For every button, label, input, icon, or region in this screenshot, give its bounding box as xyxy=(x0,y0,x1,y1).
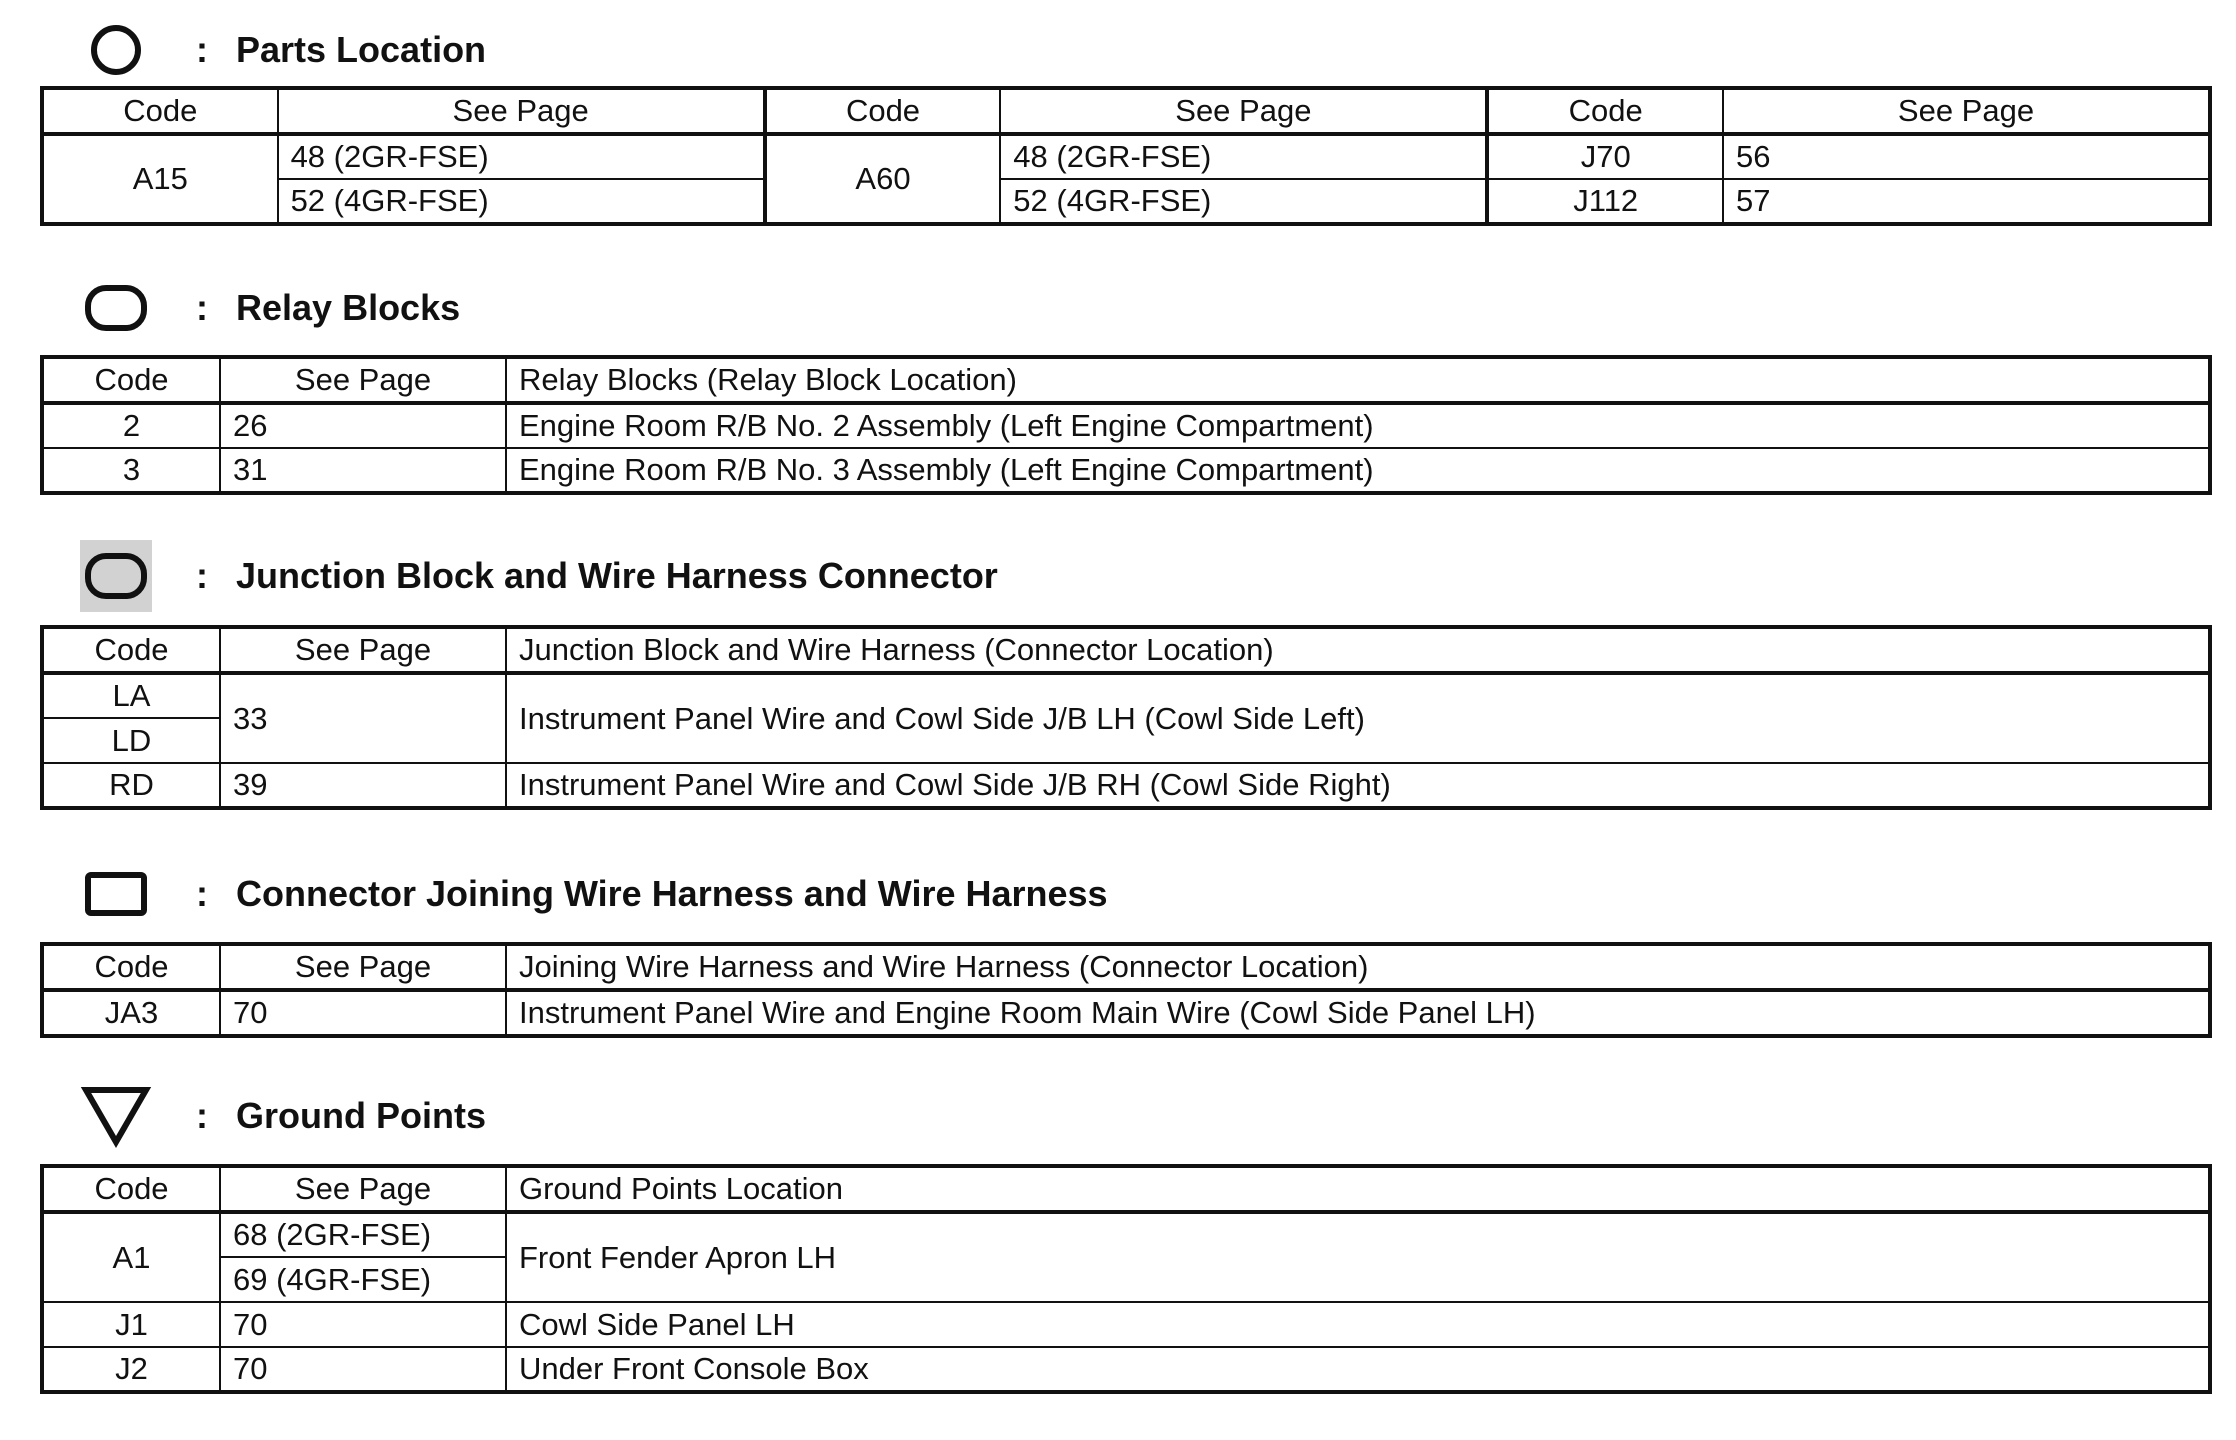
see-page-cell: 39 xyxy=(220,763,506,808)
relay-blocks-header xyxy=(0,272,1300,344)
see-page-cell: 70 xyxy=(220,1347,506,1392)
column-header-code: Code xyxy=(42,88,278,134)
table-row xyxy=(42,673,2210,718)
junction-block-table xyxy=(40,625,2212,810)
code-cell: 3 xyxy=(42,448,220,493)
code-cell: J112 xyxy=(1487,179,1723,224)
description-cell: Front Fender Apron LH xyxy=(506,1212,2210,1302)
column-header-see-page: See Page xyxy=(220,627,506,673)
column-header-see-page: See Page xyxy=(220,1166,506,1212)
section-title: Ground Points xyxy=(236,1095,486,1136)
code-cell: J2 xyxy=(42,1347,220,1392)
table-row xyxy=(42,1212,2210,1257)
description-cell: Instrument Panel Wire and Engine Room Main Wire (Cowl Side Panel LH) xyxy=(506,990,2210,1036)
see-page-cell: 52 (4GR-FSE) xyxy=(278,179,765,224)
relay-blocks-table xyxy=(40,355,2212,495)
section-title: Relay Blocks xyxy=(236,287,461,328)
section-colon: : xyxy=(196,1095,208,1136)
section-title: Junction Block and Wire Harness Connector xyxy=(236,555,998,596)
parts-location-table xyxy=(40,86,2212,226)
column-header-code: Code xyxy=(42,1166,220,1212)
column-header-code: Code xyxy=(42,944,220,990)
see-page-cell: 70 xyxy=(220,990,506,1036)
column-header-description: Ground Points Location xyxy=(506,1166,2210,1212)
description-cell: Engine Room R/B No. 3 Assembly (Left Engine Compartment) xyxy=(506,448,2210,493)
description-cell: Cowl Side Panel LH xyxy=(506,1302,2210,1347)
section-title: Parts Location xyxy=(236,29,487,70)
rectangle-icon xyxy=(80,858,152,930)
table-header-row xyxy=(42,944,2210,990)
table-header-row xyxy=(42,88,2210,134)
see-page-cell: 68 (2GR-FSE) xyxy=(220,1212,506,1257)
table-row xyxy=(42,179,2210,224)
description-cell: Instrument Panel Wire and Cowl Side J/B RH (Cowl Side Right) xyxy=(506,763,2210,808)
see-page-cell: 48 (2GR-FSE) xyxy=(278,134,765,179)
see-page-cell: 48 (2GR-FSE) xyxy=(1000,134,1487,179)
column-header-code: Code xyxy=(42,627,220,673)
description-cell: Under Front Console Box xyxy=(506,1347,2210,1392)
table-header-row xyxy=(42,357,2210,403)
junction-block-header xyxy=(0,540,1300,612)
column-header-see-page: See Page xyxy=(1000,88,1487,134)
code-cell: A15 xyxy=(42,134,278,224)
section-colon: : xyxy=(196,287,208,328)
column-header-description: Joining Wire Harness and Wire Harness (Connector Location) xyxy=(506,944,2210,990)
connector-joining-header xyxy=(0,858,1300,930)
column-header-code: Code xyxy=(42,357,220,403)
table-row xyxy=(42,1302,2210,1347)
column-header-see-page: See Page xyxy=(1723,88,2210,134)
rounded-rect-icon xyxy=(80,272,152,344)
see-page-cell: 31 xyxy=(220,448,506,493)
see-page-cell: 26 xyxy=(220,403,506,448)
code-cell: RD xyxy=(42,763,220,808)
column-header-see-page: See Page xyxy=(278,88,765,134)
ground-points-header xyxy=(0,1080,1300,1152)
code-cell: A60 xyxy=(765,134,1001,224)
code-cell: JA3 xyxy=(42,990,220,1036)
see-page-cell: 56 xyxy=(1723,134,2210,179)
description-cell: Instrument Panel Wire and Cowl Side J/B LH (Cowl Side Left) xyxy=(506,673,2210,763)
column-header-description: Relay Blocks (Relay Block Location) xyxy=(506,357,2210,403)
ground-points-table xyxy=(40,1164,2212,1394)
see-page-cell: 70 xyxy=(220,1302,506,1347)
code-cell: 2 xyxy=(42,403,220,448)
see-page-cell: 57 xyxy=(1723,179,2210,224)
table-row xyxy=(42,403,2210,448)
table-header-row xyxy=(42,627,2210,673)
code-cell: J1 xyxy=(42,1302,220,1347)
see-page-cell: 52 (4GR-FSE) xyxy=(1000,179,1487,224)
code-cell: A1 xyxy=(42,1212,220,1302)
table-header-row xyxy=(42,1166,2210,1212)
triangle-down-icon xyxy=(80,1080,152,1152)
connector-joining-table xyxy=(40,942,2212,1038)
column-header-see-page: See Page xyxy=(220,357,506,403)
column-header-see-page: See Page xyxy=(220,944,506,990)
parts-location-header xyxy=(0,14,1300,86)
table-row xyxy=(42,763,2210,808)
table-row xyxy=(42,1347,2210,1392)
code-cell: LA xyxy=(42,673,220,718)
see-page-cell: 69 (4GR-FSE) xyxy=(220,1257,506,1302)
column-header-code: Code xyxy=(1487,88,1723,134)
section-colon: : xyxy=(196,873,208,914)
section-colon: : xyxy=(196,555,208,596)
section-title: Connector Joining Wire Harness and Wire Harness xyxy=(236,873,1108,914)
code-cell: J70 xyxy=(1487,134,1723,179)
see-page-cell: 33 xyxy=(220,673,506,763)
table-row xyxy=(42,448,2210,493)
table-row xyxy=(42,134,2210,179)
section-colon: : xyxy=(196,29,208,70)
code-cell: LD xyxy=(42,718,220,763)
column-header-description: Junction Block and Wire Harness (Connector Location) xyxy=(506,627,2210,673)
table-row xyxy=(42,990,2210,1036)
column-header-code: Code xyxy=(765,88,1001,134)
circle-icon xyxy=(80,14,152,86)
shaded-rounded-rect-icon xyxy=(80,540,152,612)
description-cell: Engine Room R/B No. 2 Assembly (Left Engine Compartment) xyxy=(506,403,2210,448)
